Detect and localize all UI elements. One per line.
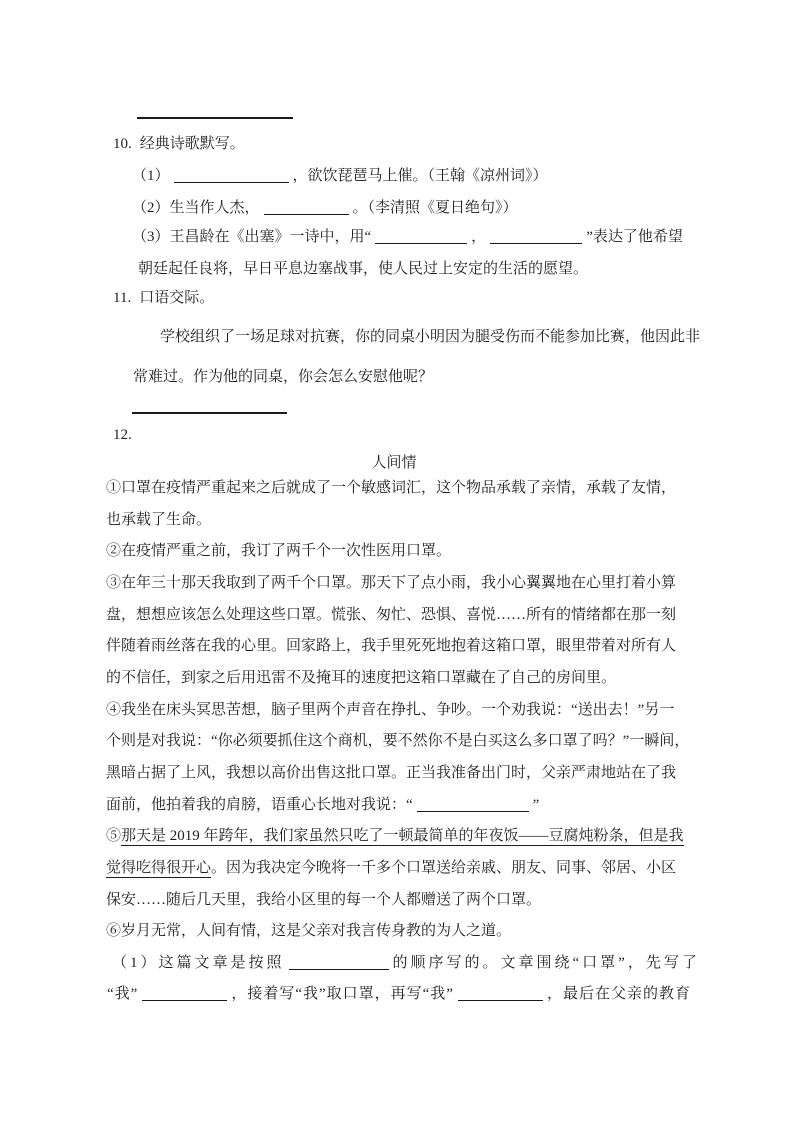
essay-text: 面前，他拍着我的肩膀，语重心长地对我说：“ [106,797,413,813]
essay-paragraph-1-line-1 [106,477,676,499]
q10-item2-post: 。（李清照《夏日绝句》） [352,200,518,216]
essay-text: ①口罩在疫情严重起来之后就成了一个敏感词汇，这个物品承载了亲情，承载了友情， [106,480,677,496]
q10-item3-line2-text: 朝廷起任良将，早日平息边塞战事，使人民过上安定的生活的愿望。 [138,261,589,277]
q11-prompt-line-2 [133,366,433,388]
essay-paragraph-1-line-2 [106,509,211,531]
q10-item-3-line-2 [138,258,588,280]
underlined-sentence-part-2: 觉得吃得很开心 [106,860,212,876]
q12-sub1-l2-pre: “我” [107,986,139,1002]
q11-prompt-text-1: 学校组织了一场足球对抗赛，你的同桌小明因为腿受伤而不能参加比赛，他因此非 [160,329,701,345]
q12-sub1-blank-1 [289,955,389,970]
q11-answer-blank-line [132,412,287,414]
q10-header [113,133,245,155]
q12-sub1-line-1 [112,952,700,974]
q10-item3-mid: ， [471,229,487,245]
essay-paragraph-5-line-2 [106,857,676,879]
q10-title: 经典诗歌默写。 [139,136,245,152]
essay-title: 人间情 [371,455,417,471]
essay-paragraph-5-line-3 [106,889,541,911]
q10-item3-pre: （3）王昌龄在《出塞》一诗中，用“ [132,229,372,245]
essay-text: ” [532,797,540,813]
essay-text: ②在疫情严重之前，我订了两千个一次性医用口罩。 [106,543,452,559]
essay-text: ④我坐在床头冥思苦想，脑子里两个声音在挣扎、争吵。一个劝我说：“送出去！”另一 [106,702,675,718]
q11-title: 口语交际。 [139,290,215,306]
father-quote-blank [417,797,529,812]
q12-sub1-pre: （1）这篇文章是按照 [112,955,285,971]
essay-paragraph-4-line-3 [106,762,676,784]
essay-text: ⑥岁月无常，人间有情，这是父亲对我言传身教的为人之道。 [106,923,512,939]
q12-sub1-post: 的顺序写的。文章围绕“口罩”，先写了 [392,955,700,971]
q11-prompt-text-2: 常难过。作为他的同桌，你会怎么安慰他呢？ [133,369,434,385]
answer-blank-line-top [137,117,293,119]
q12-sub1-blank-2 [142,986,227,1001]
q11-header [113,287,214,309]
q12-number-line [113,424,132,446]
essay-text: 黑暗占据了上风，我想以高价出售这批口罩。正当我准备出门时，父亲严肃地站在了我 [106,765,677,781]
essay-text: 伴随着雨丝落在我的心里。回家路上，我手里死死地抱着这箱口罩，眼里带着对所有人 [106,638,677,654]
essay-paragraph-3-line-4 [106,667,616,689]
paragraph-5-marker: ⑤ [106,828,122,844]
essay-paragraph-3-line-2 [106,604,676,626]
q10-item-3-line-1 [132,226,683,248]
q10-item-2 [132,197,518,219]
essay-text: 的不信任，到家之后用迅雷不及掩耳的速度把这箱口罩藏在了自己的房间里。 [106,670,617,686]
q12-sub1-line-2 [107,983,691,1005]
q10-item2-blank [264,200,349,215]
q11-prompt-line-1 [160,326,700,348]
q10-item1-blank [174,168,289,183]
underlined-sentence-part-1: 那天是 2019 年跨年，我们家虽然只吃了一顿最简单的年夜饭——豆腐炖粉条，但是我 [121,828,684,844]
q10-item2-pre: （2）生当作人杰， [132,200,260,216]
q11-number: 11. [113,290,132,306]
essay-paragraph-6 [106,920,511,942]
essay-paragraph-2 [106,540,451,562]
q10-item3-post: ”表达了他希望 [586,229,683,245]
q10-number: 10. [113,136,132,152]
essay-paragraph-3-line-3 [106,635,676,657]
essay-text: 保安……随后几天里，我给小区里的每一个人都赠送了两个口罩。 [106,892,542,908]
essay-text: 个则是对我说：“你必须要抓住这个商机，要不然你不是白买这么多口罩了吗？”一瞬间， [106,733,690,749]
essay-paragraph-5-line-1 [106,825,684,847]
essay-title-line [106,452,682,474]
essay-text: 也承载了生命。 [106,512,212,528]
q10-item1-post: ，欲饮琵琶马上催。（王翰《凉州词》） [292,168,548,184]
essay-paragraph-4-line-1 [106,699,674,721]
q12-sub1-blank-3 [458,986,543,1001]
q10-item1-pre: （1） [132,168,170,184]
q10-item3-blank-2 [490,229,582,244]
q10-item3-blank-1 [375,229,467,244]
essay-paragraph-4-line-2 [106,730,689,752]
essay-text: ③在年三十那天我取到了两千个口罩。那天下了点小雨，我小心翼翼地在心里打着小算 [106,575,677,591]
essay-paragraph-4-line-4 [106,794,539,816]
essay-text: 。因为我决定今晚将一千多个口罩送给亲戚、朋友、同事、邻居、小区 [211,860,677,876]
q12-number: 12. [113,427,132,443]
q12-sub1-l2-post: ，最后在父亲的教育 [546,986,691,1002]
essay-paragraph-3-line-1 [106,572,676,594]
q10-item-1 [132,165,548,187]
essay-text: 盘，想想应该怎么处理这些口罩。慌张、匆忙、恐惧、喜悦……所有的情绪都在那一刻 [106,607,677,623]
q12-sub1-l2-mid: ，接着写“我”取口罩，再写“我” [231,986,454,1002]
